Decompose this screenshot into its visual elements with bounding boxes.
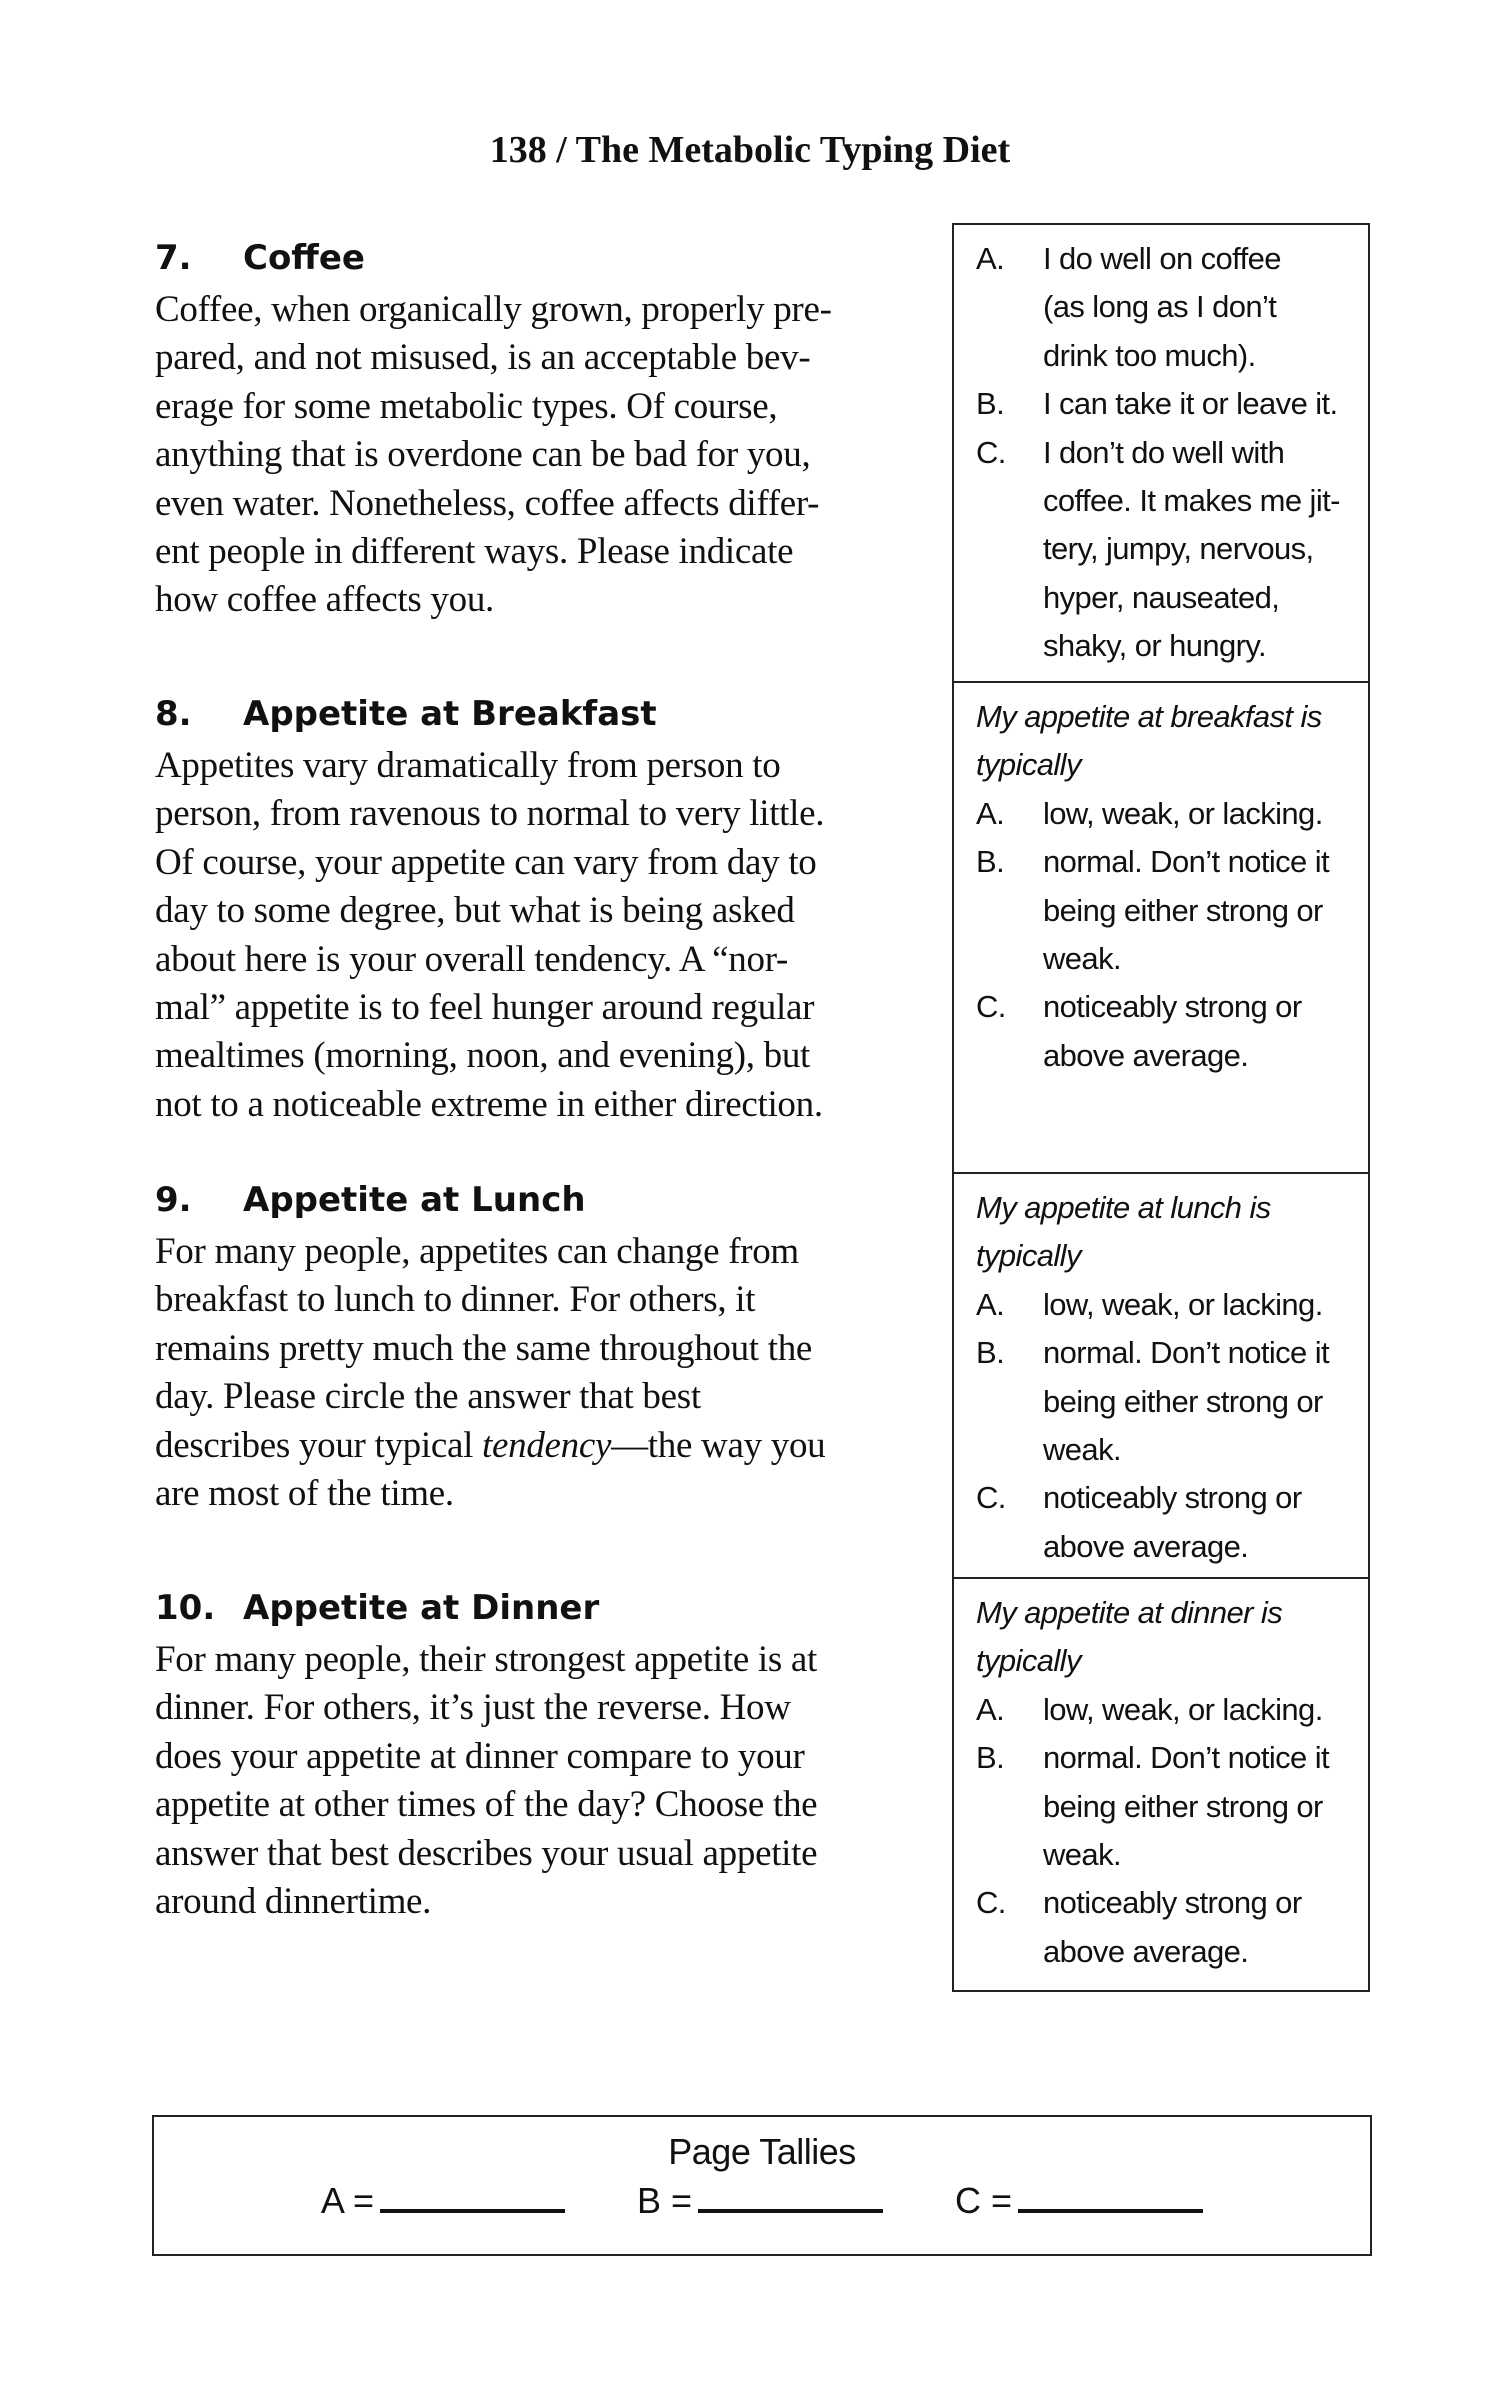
body-text-line: [155, 1422, 935, 1470]
text-segment: remains pretty much the same throughout the: [155, 1327, 813, 1369]
body-text-line: [155, 1325, 935, 1373]
option-letter: C.: [976, 1885, 1006, 1921]
answer-options: [954, 1579, 1368, 1976]
text-segment: does your appetite at dinner compare to your: [155, 1735, 805, 1777]
option-text: noticeably strong or above average.: [1043, 989, 1302, 1073]
answer-box: [952, 1172, 1370, 1577]
question-number: 10.: [155, 1588, 216, 1628]
body-text-line: [155, 1636, 935, 1684]
answer-option[interactable]: [976, 1686, 1368, 1734]
body-text-line: [155, 984, 935, 1032]
body-text-line: [155, 1276, 935, 1324]
text-segment: day to some degree, but what is being asked: [155, 890, 795, 932]
tally-c[interactable]: [955, 2179, 1203, 2222]
answer-options: [954, 1174, 1368, 1571]
question-title: Appetite at Dinner: [243, 1588, 600, 1628]
running-header: 138 / The Metabolic Typing Diet: [489, 129, 1011, 171]
text-segment: person, from ravenous to normal to very little.: [155, 793, 825, 835]
option-text: normal. Don’t notice it being either strong or weak.: [1043, 844, 1329, 977]
text-segment: For many people, their strongest appetite is at: [155, 1639, 818, 1680]
body-text-line: [155, 742, 935, 790]
answer-option[interactable]: [976, 1879, 1368, 1976]
question-number: 8.: [155, 694, 192, 734]
text-segment: erage for some metabolic types. Of course,: [155, 385, 778, 427]
answer-option[interactable]: [976, 380, 1368, 428]
option-text: low, weak, or lacking.: [1043, 795, 1323, 831]
body-text-line: [155, 383, 935, 431]
tallies-title: Page Tallies: [668, 2131, 856, 2172]
text-segment: mealtimes (morning, noon, and evening), but: [155, 1035, 811, 1077]
body-text-line: [155, 839, 935, 887]
text-segment: not to a noticeable extreme in either direction.: [155, 1083, 823, 1125]
tally-a-label: A =: [320, 2180, 374, 2221]
text-segment: about here is your overall tendency. A “nor-: [155, 938, 788, 980]
text-segment: ent people in different ways. Please indicate: [155, 531, 794, 573]
question-section: [155, 1580, 935, 1926]
text-segment: mal” appetite is to feel hunger around regular: [155, 987, 815, 1029]
option-letter: C.: [976, 434, 1006, 470]
tally-b-blank[interactable]: [698, 2179, 883, 2213]
answer-box: [952, 1577, 1370, 1992]
text-segment: anything that is overdone can be bad for you,: [155, 434, 811, 476]
option-letter: C.: [976, 1480, 1006, 1516]
question-number: 9.: [155, 1180, 192, 1220]
text-segment: Appetites vary dramatically from person to: [155, 745, 781, 786]
body-text-line: [155, 1684, 935, 1732]
answer-prompt: My appetite at dinner is typically: [976, 1595, 1283, 1679]
text-segment: how coffee affects you.: [155, 579, 494, 621]
answer-options: [954, 225, 1368, 671]
body-text-line: [155, 528, 935, 576]
question-title: Appetite at Lunch: [243, 1180, 586, 1220]
body-text-line: [155, 576, 935, 624]
option-text: I don’t do well with coffee. It makes me jit- tery, jumpy, nervous, hyper, nauseated, shaky, or hungry.: [1043, 434, 1340, 664]
option-text: I can take it or leave it.: [1043, 386, 1338, 422]
text-segment: are most of the time.: [155, 1473, 454, 1515]
question-title: Coffee: [243, 238, 365, 278]
text-segment: around dinnertime.: [155, 1881, 432, 1923]
answer-box: [952, 681, 1370, 1172]
answer-option[interactable]: [976, 838, 1368, 983]
text-segment: Coffee, when organically grown, properly pre-: [155, 289, 832, 330]
text-segment: day. Please circle the answer that best: [155, 1376, 701, 1418]
option-letter: B.: [976, 844, 1005, 880]
text-segment: For many people, appetites can change from: [155, 1231, 799, 1272]
option-letter: B.: [976, 386, 1005, 422]
question-section: [155, 1172, 935, 1518]
tally-c-blank[interactable]: [1018, 2179, 1203, 2213]
emphasis-text: tendency: [482, 1424, 612, 1466]
answer-option[interactable]: [976, 983, 1368, 1080]
answer-option[interactable]: [976, 235, 1368, 380]
option-letter: B.: [976, 1740, 1005, 1776]
text-segment: appetite at other times of the day? Choose the: [155, 1784, 818, 1826]
answer-option[interactable]: [976, 1281, 1368, 1329]
text-segment: pared, and not misused, is an acceptable bev-: [155, 337, 811, 379]
option-text: noticeably strong or above average.: [1043, 1885, 1302, 1969]
question-section: [155, 686, 935, 1129]
option-text: noticeably strong or above average.: [1043, 1480, 1302, 1564]
body-text-line: [155, 1470, 935, 1518]
text-segment: even water. Nonetheless, coffee affects differ-: [155, 482, 820, 524]
answer-option[interactable]: [976, 1734, 1368, 1879]
question-heading: [155, 686, 935, 742]
body-text-line: [155, 334, 935, 382]
body-text-line: [155, 887, 935, 935]
question-heading: [155, 230, 935, 286]
body-text-line: [155, 286, 935, 334]
body-text-line: [155, 790, 935, 838]
body-text-line: [155, 1373, 935, 1421]
option-letter: A.: [976, 1286, 1005, 1322]
body-text-line: [155, 431, 935, 479]
tally-b[interactable]: [637, 2179, 883, 2222]
body-text-line: [155, 1032, 935, 1080]
option-text: normal. Don’t notice it being either strong or weak.: [1043, 1740, 1329, 1873]
option-text: normal. Don’t notice it being either strong or weak.: [1043, 1335, 1329, 1468]
tally-a[interactable]: [321, 2179, 565, 2222]
answer-option[interactable]: [976, 790, 1368, 838]
option-text: low, weak, or lacking.: [1043, 1286, 1323, 1322]
question-heading: [155, 1172, 935, 1228]
option-text: low, weak, or lacking.: [1043, 1691, 1323, 1727]
body-text-line: [155, 1830, 935, 1878]
question-title: Appetite at Breakfast: [243, 694, 657, 734]
answer-box: [952, 223, 1370, 681]
body-text-line: [155, 480, 935, 528]
answer-prompt: My appetite at lunch is typically: [976, 1190, 1271, 1274]
question-heading: [155, 1580, 935, 1636]
answer-option[interactable]: [976, 1474, 1368, 1571]
text-segment: dinner. For others, it’s just the reverse. How: [155, 1687, 791, 1729]
option-letter: A.: [976, 1691, 1005, 1727]
option-letter: A.: [976, 241, 1005, 276]
body-text-line: [155, 1733, 935, 1781]
text-segment: —the way you: [611, 1424, 826, 1466]
option-letter: B.: [976, 1335, 1005, 1371]
tally-a-blank[interactable]: [380, 2179, 565, 2213]
question-number: 7.: [155, 238, 192, 278]
page-tallies-box: [152, 2115, 1372, 2256]
answer-option[interactable]: [976, 1329, 1368, 1474]
text-segment: breakfast to lunch to dinner. For others, it: [155, 1279, 756, 1321]
body-text-line: [155, 1081, 935, 1129]
text-segment: answer that best describes your usual appetite: [155, 1832, 818, 1874]
body-text-line: [155, 936, 935, 984]
body-text-line: [155, 1228, 935, 1276]
tally-c-label: C =: [955, 2180, 1013, 2221]
text-segment: Of course, your appetite can vary from day to: [155, 841, 817, 883]
answer-prompt: My appetite at breakfast is typically: [976, 699, 1322, 783]
tally-b-label: B =: [636, 2180, 693, 2221]
question-section: [155, 230, 935, 625]
text-segment: describes your typical: [155, 1424, 483, 1466]
answer-option[interactable]: [976, 429, 1368, 671]
body-text-line: [155, 1878, 935, 1926]
option-text: I do well on coffee (as long as I don’t drink too much).: [1043, 241, 1281, 373]
answer-options: [954, 683, 1368, 1080]
body-text-line: [155, 1781, 935, 1829]
option-letter: C.: [976, 989, 1006, 1025]
option-letter: A.: [976, 795, 1005, 831]
